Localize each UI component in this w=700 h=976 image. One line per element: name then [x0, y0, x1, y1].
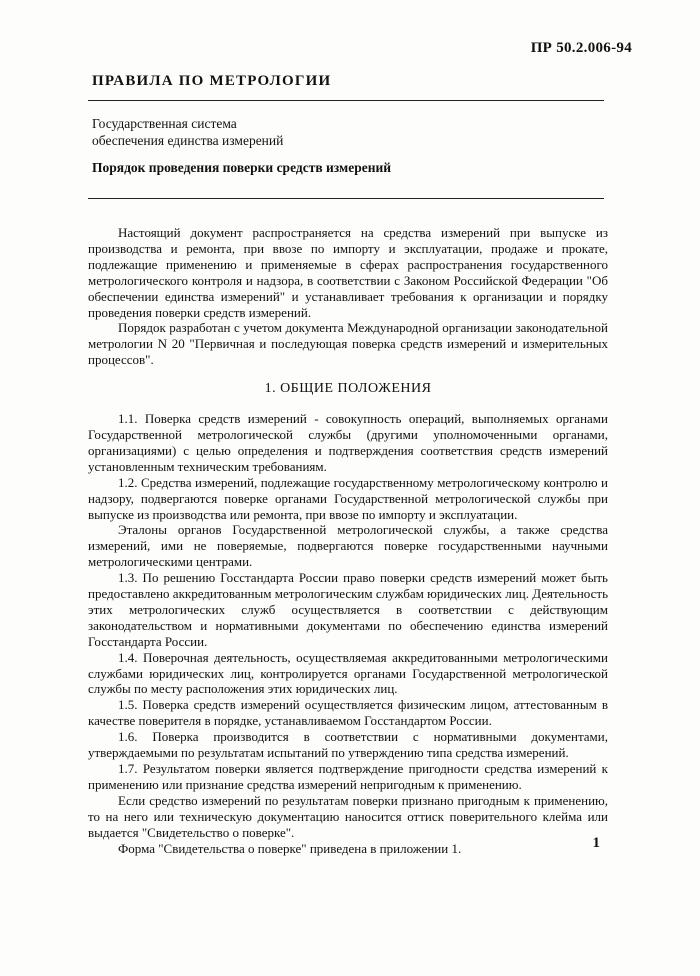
bottom-divider	[88, 198, 604, 199]
section-paragraph: Если средство измерений по результатам поверки признано пригодным к применению, то на него или техническую документацию наносится оттиск поверительного клейма или выдается "Свидетельство о поверке".	[88, 792, 608, 840]
document-body	[88, 225, 608, 856]
section-paragraph: Эталоны органов Государственной метрологической службы, а также средства измерений, ими не поверяемые, подвергаются поверке государственными научными метрологическими центрами.	[88, 522, 608, 570]
document-code: ПР 50.2.006-94	[530, 40, 632, 56]
subtitle-line: обеспечения единства измерений	[92, 133, 284, 148]
subtitle-line: Государственная система	[92, 116, 237, 131]
intro-paragraph: Порядок разработан с учетом документа Международной организации законодательной метрологии N 20 "Первичная и последующая поверка средств измерений и измерительных процессов".	[88, 320, 608, 368]
section-paragraph: 1.5. Поверка средств измерений осуществляется физическим лицом, аттестованным в качестве поверителя в порядке, устанавливаемом Госстандартом России.	[88, 697, 608, 729]
section-paragraph: 1.1. Поверка средств измерений - совокупность операций, выполняемых органами Государственной метрологической службы (другими уполномоченными органами, организациями) с целью определения и подтверждения соответствия средств измерений установленным техническим требованиям.	[88, 411, 608, 474]
intro-paragraph: Настоящий документ распространяется на средства измерений при выпуске из производства и ремонта, при ввозе по импорту и эксплуатации, продаже и прокате, подлежащие применению и применяемые в сферах распространения государственного метрологического контроля и надзора, в соответствии с Законом Российской Федерации "Об обеспечении единства измерений" и устанавливает требования к организации и порядку проведения поверки средств измерений.	[88, 225, 608, 320]
top-divider	[88, 100, 604, 101]
section-paragraph: 1.3. По решению Госстандарта России право поверки средств измерений может быть предоставлено аккредитованным метрологическим службам юридических лиц. Деятельность этих метрологических служб осуществляется в соответствии с действующим законодательством и нормативными документами по обеспечению единства измерений Госстандарта России.	[88, 570, 608, 649]
main-heading: ПРАВИЛА ПО МЕТРОЛОГИИ	[92, 73, 332, 89]
document-title: Порядок проведения поверки средств измерений	[92, 160, 392, 175]
section-paragraph: 1.4. Поверочная деятельность, осуществляемая аккредитованными метрологическими службами юридических лиц, контролируется органами Государственной метрологической службы по месту расположения этих юридических лиц.	[88, 649, 608, 697]
section-paragraph: Форма "Свидетельства о поверке" приведена в приложении 1.	[118, 840, 462, 856]
section-heading: 1. ОБЩИЕ ПОЛОЖЕНИЯ	[264, 381, 432, 397]
section-paragraph: 1.7. Результатом поверки является подтверждение пригодности средства измерений к применению или признание средства измерений непригодным к применению.	[88, 761, 608, 792]
subtitle-block	[92, 115, 283, 149]
page-number: 1	[592, 835, 600, 851]
section-paragraph: 1.6. Поверка производится в соответствии с нормативными документами, утверждаемыми по результатам испытаний по утверждению типа средства измерений.	[88, 729, 608, 761]
section-paragraph: 1.2. Средства измерений, подлежащие государственному метрологическому контролю и надзору, подвергаются поверке органами Государственной метрологической службы при выпуске из производства или ремонта, при ввозе по импорту и эксплуатации.	[88, 474, 608, 522]
